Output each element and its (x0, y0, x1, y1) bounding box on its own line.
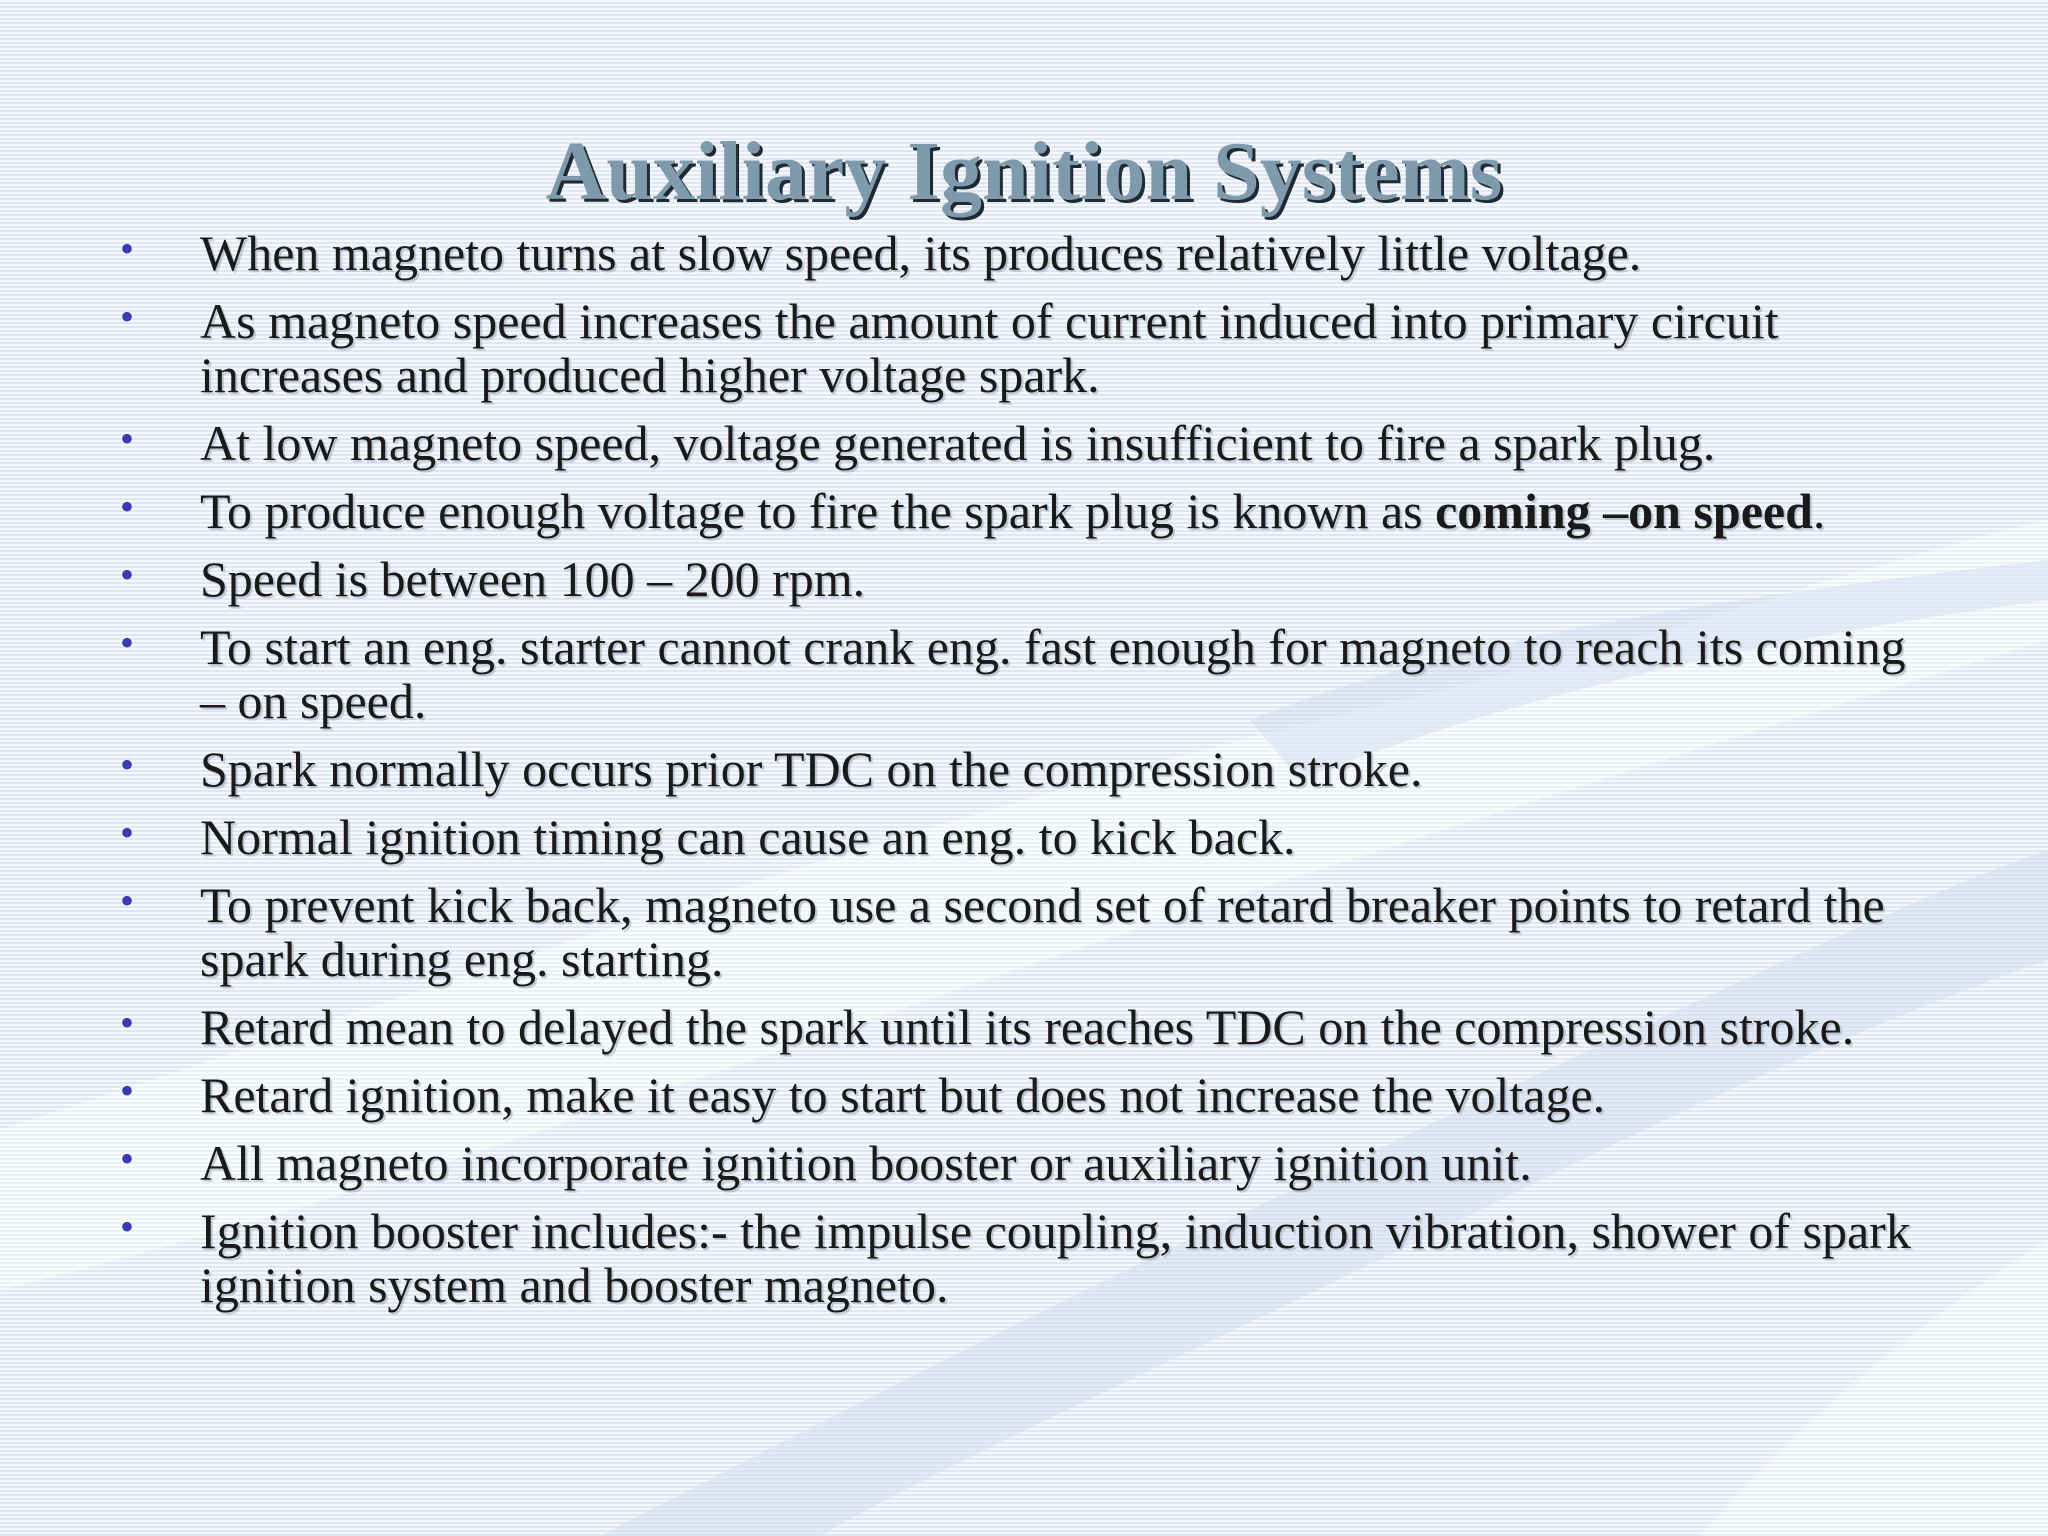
bullet-item (120, 1068, 1940, 1122)
bullet-item (120, 620, 1940, 728)
bullet-text-end: . (1812, 483, 1826, 539)
bullet-dot-icon: • (120, 620, 135, 665)
bullet-item (120, 1136, 1940, 1190)
bullet-text: To start an eng. starter cannot crank eng. fast enough for magneto to reach its coming – on speed. (200, 619, 1906, 729)
bullet-text: Speed is between 100 – 200 rpm. (200, 551, 866, 607)
bullet-dot-icon: • (120, 552, 135, 597)
bullet-item (120, 294, 1940, 402)
bullet-dot-icon: • (120, 1068, 135, 1113)
bullet-text: To prevent kick back, magneto use a second set of retard breaker points to retard the spark during eng. starting. (200, 877, 1885, 987)
bullet-text: All magneto incorporate ignition booster or auxiliary ignition unit. (200, 1135, 1532, 1191)
bullet-text: Normal ignition timing can cause an eng. to kick back. (200, 809, 1296, 865)
bullet-dot-icon: • (120, 294, 135, 339)
bullet-item (120, 484, 1940, 538)
bullet-dot-icon: • (120, 742, 135, 787)
bullet-item (120, 226, 1940, 280)
bullet-item (120, 552, 1940, 606)
bullet-item (120, 1204, 1940, 1312)
bullet-dot-icon: • (120, 1000, 135, 1045)
bullet-item (120, 878, 1940, 986)
bullet-text: Retard ignition, make it easy to start but does not increase the voltage. (200, 1067, 1606, 1123)
bullet-item (120, 742, 1940, 796)
bullet-text: Ignition booster includes:- the impulse coupling, induction vibration, shower of spark ignition system and booster magneto. (200, 1203, 1911, 1313)
bullet-text: Retard mean to delayed the spark until its reaches TDC on the compression stroke. (200, 999, 1855, 1055)
bullet-dot-icon: • (120, 226, 135, 271)
bullet-item (120, 810, 1940, 864)
bullet-text: At low magneto speed, voltage generated is insufficient to fire a spark plug. (200, 415, 1716, 471)
bullet-item (120, 1000, 1940, 1054)
bullet-bold-term: coming –on speed (1435, 483, 1813, 539)
bullet-dot-icon: • (120, 1204, 135, 1249)
bullet-dot-icon: • (120, 416, 135, 461)
bullet-dot-icon: • (120, 1136, 135, 1181)
bullet-text: As magneto speed increases the amount of current induced into primary circuit increases and produced higher voltage spark. (200, 293, 1779, 403)
bullet-text: Spark normally occurs prior TDC on the compression stroke. (200, 741, 1423, 797)
bullet-text: When magneto turns at slow speed, its produces relatively little voltage. (200, 225, 1642, 281)
bullet-dot-icon: • (120, 484, 135, 529)
slide-title: Auxiliary Ignition Systems (545, 125, 1503, 218)
bullet-dot-icon: • (120, 810, 135, 855)
bullet-list (120, 226, 1940, 1326)
bullet-item (120, 416, 1940, 470)
bullet-text: To produce enough voltage to fire the spark plug is known as (200, 483, 1436, 539)
bullet-dot-icon: • (120, 878, 135, 923)
